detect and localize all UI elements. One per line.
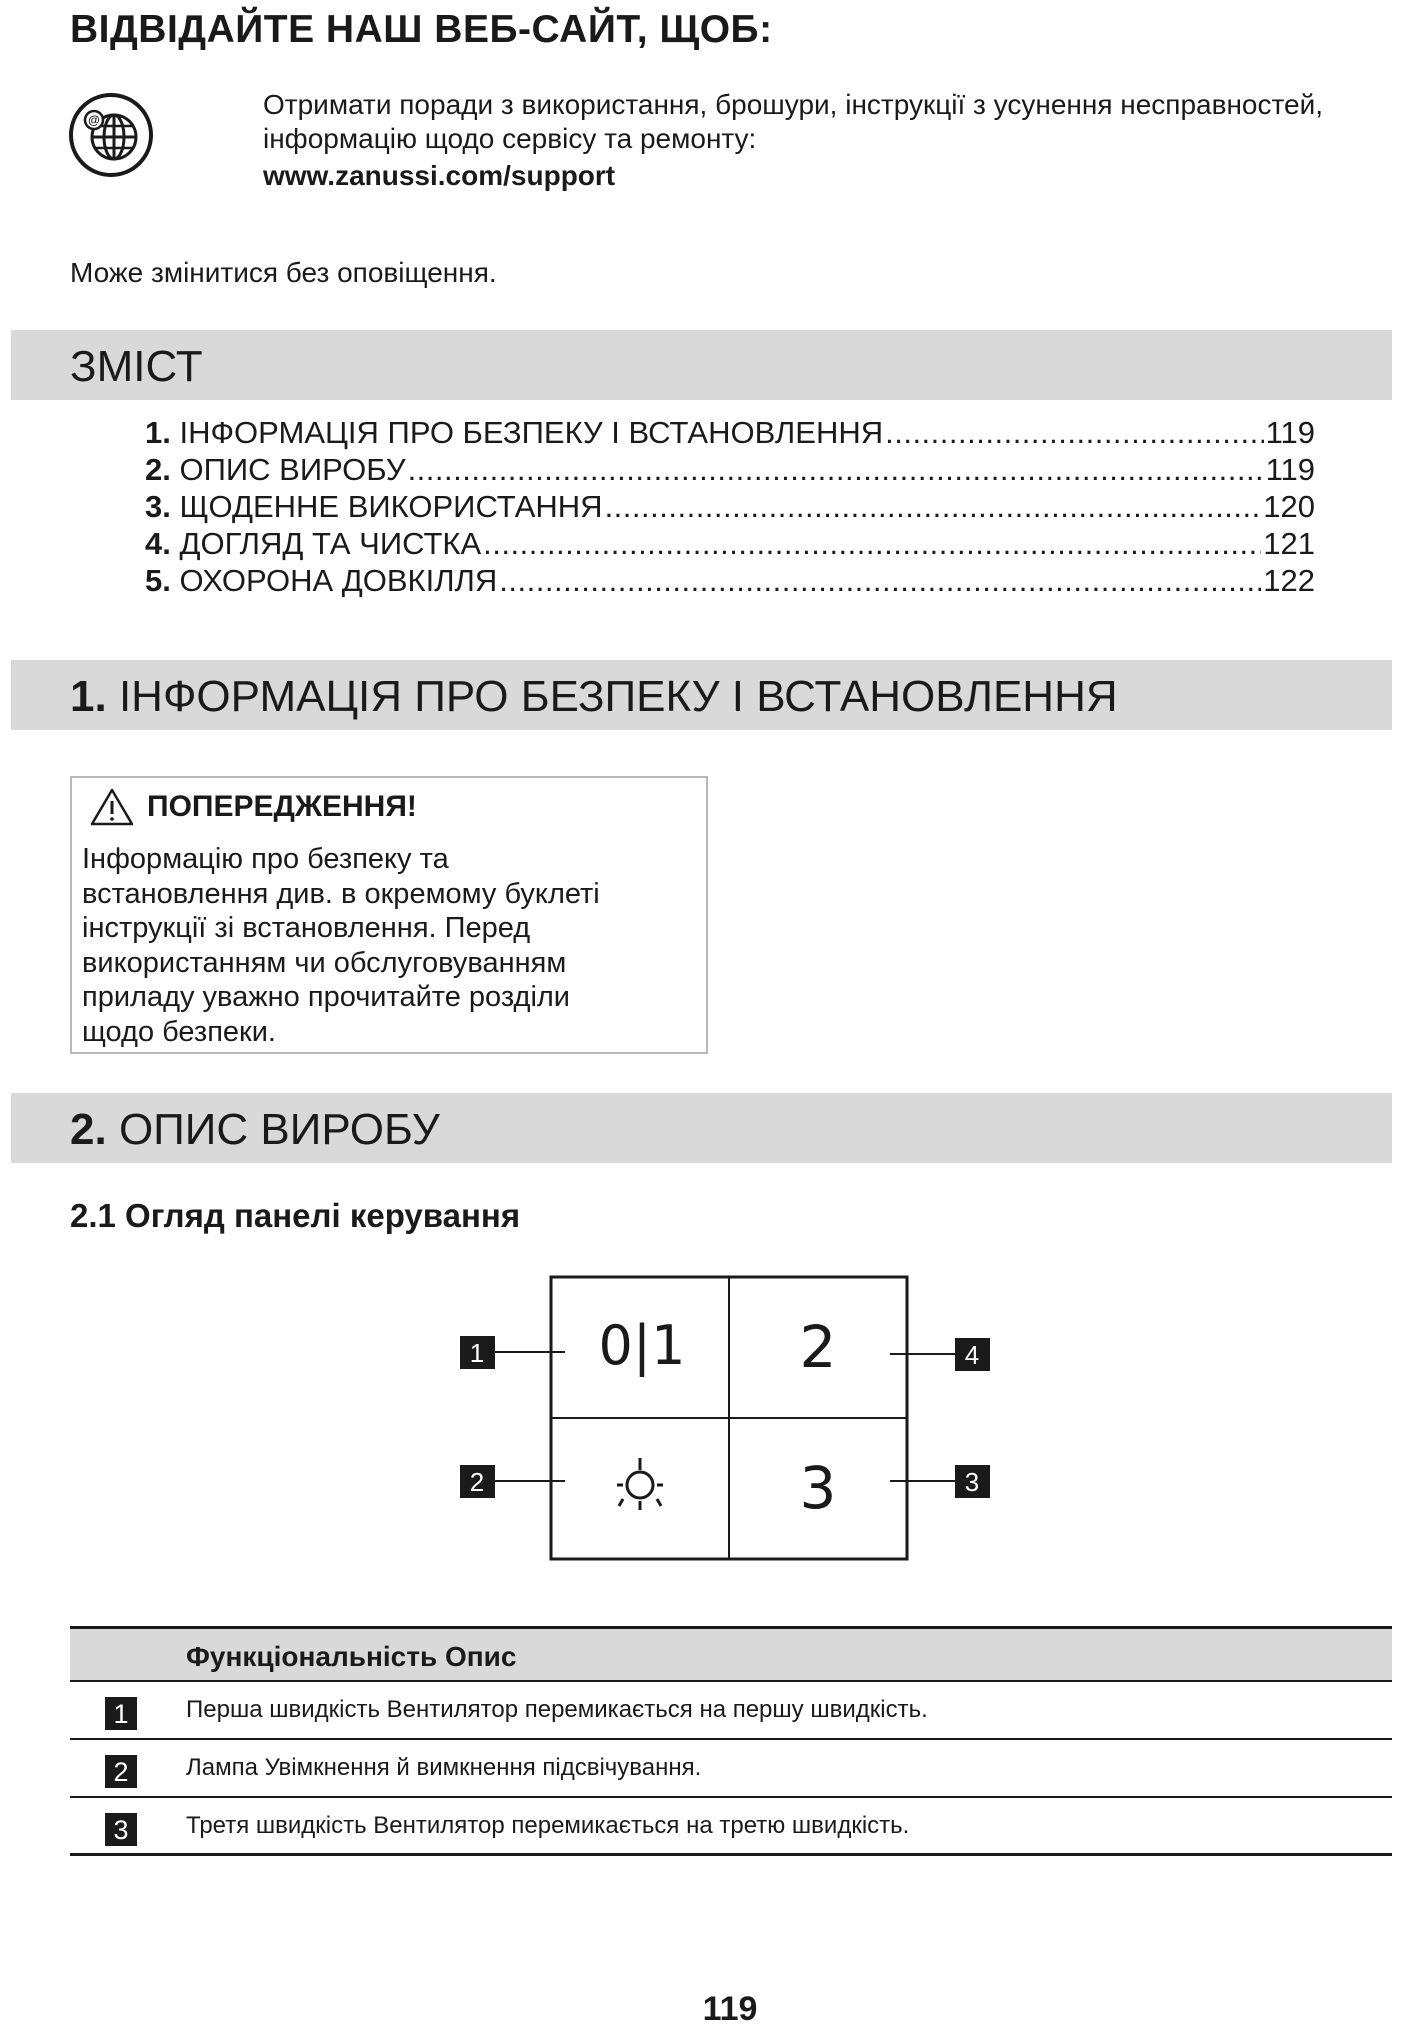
row-number-badge: 3 [105,1813,137,1846]
section-1-band [11,660,1392,730]
svg-text:2: 2 [469,1467,485,1497]
globe-icon [68,92,154,178]
table-row [70,1682,1392,1740]
warning-box [70,776,708,1054]
toc-item[interactable]: 3. ЩОДЕННЕ ВИКОРИСТАННЯ ..... 120 [145,488,1315,525]
svg-text:3: 3 [964,1467,980,1497]
change-notice: Може змінитися без оповіщення. [70,257,497,288]
table-row [70,1798,1392,1856]
speed-2-button-label: 2 [799,1313,837,1381]
toc-item[interactable]: 5. ОХОРОНА ДОВКІЛЛЯ ..... 122 [145,562,1315,599]
toc-title: ЗМІСТ [70,342,203,391]
warning-triangle-icon [90,788,134,826]
svg-text:1: 1 [469,1338,485,1368]
toc-item[interactable]: 4. ДОГЛЯД ТА ЧИСТКА ..... 121 [145,525,1315,562]
section-1-title: 1. ІНФОРМАЦІЯ ПРО БЕЗПЕКУ І ВСТАНОВЛЕННЯ [70,672,1118,721]
control-panel-diagram [455,1270,1015,1582]
callout-4 [890,1338,990,1371]
warning-text: Інформацію про безпеку та встановлення див. в окремому буклеті інструкції зі встановлення. Перед використанням чи обслуговуванням приладу уважно прочитайте розділи щодо безпеки. [82,843,600,1048]
function-table [70,1626,1392,1856]
support-link[interactable]: www.zanussi.com/support [263,160,616,191]
section-2-band [11,1093,1392,1163]
svg-text:@: @ [88,113,100,127]
toc-item[interactable]: 1. ІНФОРМАЦІЯ ПРО БЕЗПЕКУ І ВСТАНОВЛЕННЯ ..... 119 [145,414,1315,451]
svg-text:4: 4 [964,1340,980,1370]
row-text: Лампа Увімкнення й вимкнення підсвічування. [186,1754,702,1781]
callout-1 [460,1336,565,1369]
support-description: Отримати поради з використання, брошури, інструкції з усунення несправностей, інформацію щодо сервісу та ремонту: [263,89,1324,154]
toc-band [11,330,1392,400]
toc-item[interactable]: 2. ОПИС ВИРОБУ ..... 119 [145,451,1315,488]
lamp-icon [617,1458,663,1510]
page-heading: ВІДВІДАЙТЕ НАШ ВЕБ-САЙТ, ЩОБ: [70,8,773,51]
callout-2 [460,1465,565,1498]
warning-title: ПОПЕРЕДЖЕННЯ! [147,790,417,823]
row-number-badge: 2 [105,1755,137,1788]
table-header: Функціональність Опис [70,1626,1392,1682]
speed-3-button-label: 3 [799,1454,837,1522]
subsection-title: 2.1 Огляд панелі керування [70,1197,521,1234]
table-row [70,1740,1392,1798]
page-number: 119 [702,1990,758,2028]
row-text: Перша швидкість Вентилятор перемикається на першу швидкість. [186,1696,928,1723]
section-2-title: 2. ОПИС ВИРОБУ [70,1105,440,1154]
callout-3 [890,1465,990,1498]
row-number-badge: 1 [105,1697,137,1730]
row-text: Третя швидкість Вентилятор перемикається на третю швидкість. [186,1812,910,1839]
power-button-label: 0|1 [598,1314,686,1377]
